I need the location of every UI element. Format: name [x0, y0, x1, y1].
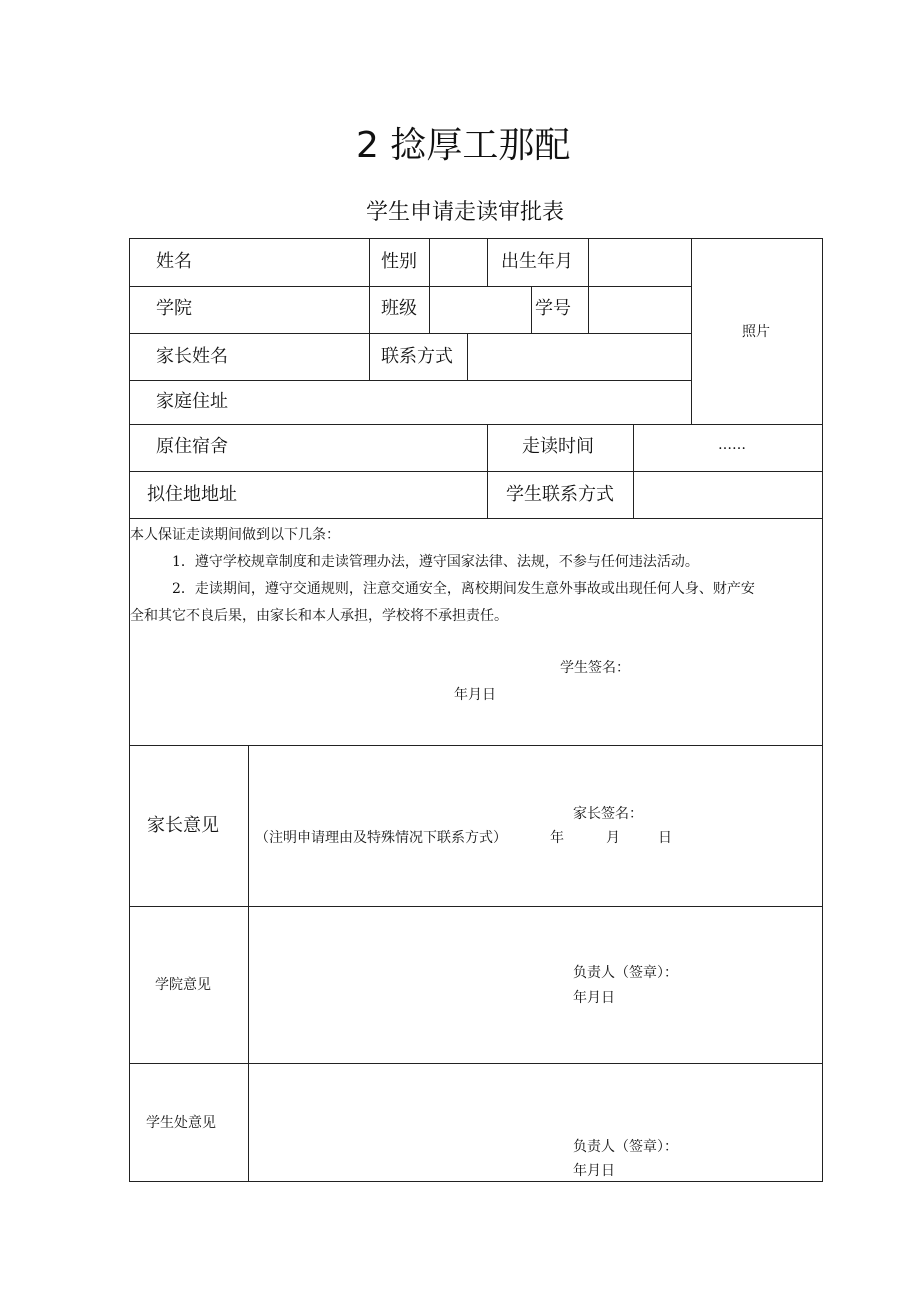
class-label: 班级 [381, 298, 417, 319]
college-opinion-label: 学院意见 [155, 977, 211, 993]
pledge-date: 年月日 [454, 687, 496, 703]
pledge-item-2-line-2: 全和其它不良后果，由家长和本人承担，学校将不承担责任。 [130, 608, 508, 624]
parent-name-label: 家长姓名 [156, 346, 228, 367]
pledge-item-2-line-1: 2．走读期间，遵守交通规则，注意交通安全，离校期间发生意外事故或出现任何人身、财产安 [172, 581, 755, 597]
gender-field[interactable] [431, 240, 486, 285]
student-contact-field[interactable] [635, 473, 821, 517]
photo-label: 照片 [742, 324, 770, 340]
college-field[interactable] [200, 288, 368, 332]
photo-field[interactable] [693, 240, 821, 423]
student-signature-label: 学生签名： [560, 660, 630, 676]
name-field[interactable] [200, 240, 368, 285]
parent-date-day: 日 [658, 830, 672, 846]
commute-time-label: 走读时间 [522, 436, 594, 457]
home-address-field[interactable] [240, 382, 690, 423]
document-heading: 2 捻厚工那配 [356, 125, 571, 166]
name-label: 姓名 [156, 251, 192, 272]
student-id-label: 学号 [535, 298, 571, 319]
affairs-opinion-field[interactable] [250, 1065, 821, 1125]
college-opinion-field[interactable] [250, 908, 821, 958]
parent-date-year: 年 [550, 830, 564, 846]
class-field[interactable] [431, 288, 530, 332]
contact-label: 联系方式 [381, 346, 453, 367]
home-address-label: 家庭住址 [156, 391, 228, 412]
dorm-field[interactable] [240, 426, 486, 470]
dorm-label: 原住宿舍 [156, 436, 228, 457]
parent-signature-label: 家长签名： [573, 806, 643, 822]
student-signature-field[interactable] [635, 655, 815, 681]
form-title: 学生申请走读审批表 [366, 200, 565, 225]
pledge-intro: 本人保证走读期间做到以下几条： [130, 527, 340, 543]
college-signer-label: 负责人（签章）： [573, 965, 678, 981]
parent-name-field[interactable] [240, 335, 368, 379]
college-label: 学院 [156, 298, 192, 319]
affairs-signer-label: 负责人（签章）： [573, 1139, 678, 1155]
parent-date-month: 月 [606, 830, 620, 846]
gender-label: 性别 [381, 251, 417, 272]
college-date: 年月日 [573, 990, 615, 1006]
parent-opinion-field[interactable] [250, 747, 821, 792]
student-id-field[interactable] [590, 288, 690, 332]
affairs-opinion-label: 学生处意见 [146, 1115, 216, 1131]
parent-opinion-note: （注明申请理由及特殊情况下联系方式） [255, 830, 507, 846]
new-address-label: 拟住地地址 [147, 484, 237, 505]
student-contact-label: 学生联系方式 [506, 484, 614, 505]
birth-label: 出生年月 [501, 251, 573, 272]
new-address-field[interactable] [245, 473, 486, 517]
birth-field[interactable] [590, 240, 690, 285]
pledge-item-1: 1．遵守学校规章制度和走读管理办法，遵守国家法律、法规，不参与任何违法活动。 [172, 554, 699, 570]
commute-time-value[interactable]: …… [718, 437, 746, 453]
parent-opinion-label: 家长意见 [147, 815, 219, 836]
affairs-date: 年月日 [573, 1163, 615, 1179]
contact-field[interactable] [469, 335, 690, 379]
